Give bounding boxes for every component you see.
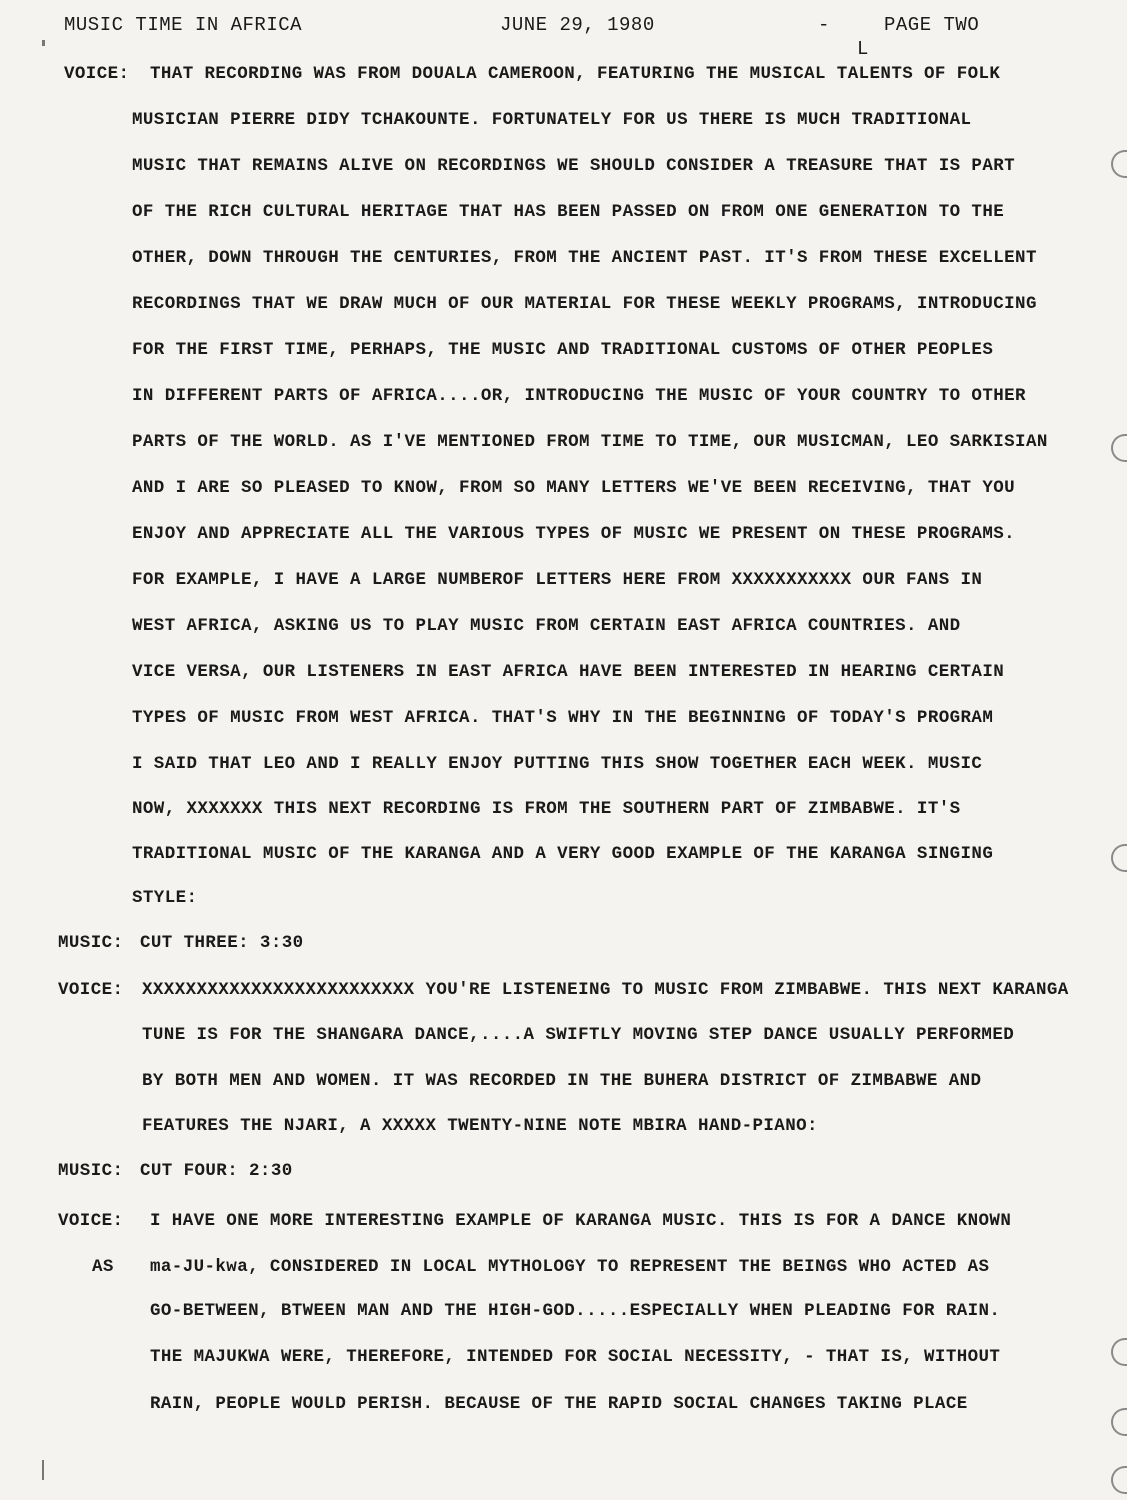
binder-hole: [1111, 1466, 1127, 1494]
music-cue: CUT FOUR: 2:30: [140, 1161, 293, 1181]
script-line: TYPES OF MUSIC FROM WEST AFRICA. THAT'S WHY IN THE BEGINNING OF TODAY'S PROGRAM: [132, 708, 994, 728]
binder-hole: [1111, 844, 1127, 872]
script-line: I SAID THAT LEO AND I REALLY ENJOY PUTTING THIS SHOW TOGETHER EACH WEEK. MUSIC: [132, 754, 983, 774]
page-number: PAGE TWO: [884, 14, 980, 36]
script-line: PARTS OF THE WORLD. AS I'VE MENTIONED FROM TIME TO TIME, OUR MUSICMAN, LEO SARKISIAN: [132, 432, 1048, 452]
margin-aside: AS: [92, 1257, 114, 1277]
margin-speck: [42, 1460, 44, 1480]
script-line: WEST AFRICA, ASKING US TO PLAY MUSIC FROM CERTAIN EAST AFRICA COUNTRIES. AND: [132, 616, 961, 636]
program-title: MUSIC TIME IN AFRICA: [64, 14, 303, 36]
binder-hole: [1111, 1408, 1127, 1436]
script-line: RAIN, PEOPLE WOULD PERISH. BECAUSE OF THE RAPID SOCIAL CHANGES TAKING PLACE: [150, 1394, 968, 1414]
script-line: THE MAJUKWA WERE, THEREFORE, INTENDED FOR SOCIAL NECESSITY, - THAT IS, WITHOUT: [150, 1347, 1001, 1367]
script-line: OTHER, DOWN THROUGH THE CENTURIES, FROM THE ANCIENT PAST. IT'S FROM THESE EXCELLENT: [132, 248, 1037, 268]
script-line: TUNE IS FOR THE SHANGARA DANCE,....A SWIFTLY MOVING STEP DANCE USUALLY PERFORMED: [142, 1025, 1015, 1045]
script-line: RECORDINGS THAT WE DRAW MUCH OF OUR MATERIAL FOR THESE WEEKLY PROGRAMS, INTRODUCING: [132, 294, 1037, 314]
binder-hole: [1111, 434, 1127, 462]
script-line: NOW, XXXXXXX THIS NEXT RECORDING IS FROM THE SOUTHERN PART OF ZIMBABWE. IT'S: [132, 799, 961, 819]
speaker-label-voice: VOICE:: [58, 980, 124, 1000]
script-line: MUSICIAN PIERRE DIDY TCHAKOUNTE. FORTUNATELY FOR US THERE IS MUCH TRADITIONAL: [132, 110, 972, 130]
script-line: BY BOTH MEN AND WOMEN. IT WAS RECORDED IN THE BUHERA DISTRICT OF ZIMBABWE AND: [142, 1071, 982, 1091]
script-line: STYLE:: [132, 888, 198, 908]
speaker-label-voice: VOICE:: [64, 64, 130, 84]
script-line: IN DIFFERENT PARTS OF AFRICA....OR, INTRODUCING THE MUSIC OF YOUR COUNTRY TO OTHER: [132, 386, 1026, 406]
binder-hole: [1111, 150, 1127, 178]
script-line: MUSIC THAT REMAINS ALIVE ON RECORDINGS WE SHOULD CONSIDER A TREASURE THAT IS PART: [132, 156, 1016, 176]
script-line: OF THE RICH CULTURAL HERITAGE THAT HAS BEEN PASSED ON FROM ONE GENERATION TO THE: [132, 202, 1005, 222]
speaker-label-music: MUSIC:: [58, 1161, 124, 1181]
script-line: THAT RECORDING WAS FROM DOUALA CAMEROON, FEATURING THE MUSICAL TALENTS OF FOLK: [150, 64, 1001, 84]
margin-speck: [42, 40, 45, 46]
script-line: GO-BETWEEN, BTWEEN MAN AND THE HIGH-GOD.....ESPECIALLY WHEN PLEADING FOR RAIN.: [150, 1301, 1001, 1321]
script-line: VICE VERSA, OUR LISTENERS IN EAST AFRICA HAVE BEEN INTERESTED IN HEARING CERTAIN: [132, 662, 1005, 682]
script-line: ENJOY AND APPRECIATE ALL THE VARIOUS TYPES OF MUSIC WE PRESENT ON THESE PROGRAMS.: [132, 524, 1016, 544]
handwritten-mark: L: [857, 38, 869, 60]
header-dash: -: [818, 14, 830, 36]
script-line: TRADITIONAL MUSIC OF THE KARANGA AND A VERY GOOD EXAMPLE OF THE KARANGA SINGING: [132, 844, 994, 864]
date: JUNE 29, 1980: [500, 14, 655, 36]
script-line: XXXXXXXXXXXXXXXXXXXXXXXXX YOU'RE LISTENEING TO MUSIC FROM ZIMBABWE. THIS NEXT KARANGA: [142, 980, 1069, 1000]
script-line: FOR THE FIRST TIME, PERHAPS, THE MUSIC AND TRADITIONAL CUSTOMS OF OTHER PEOPLES: [132, 340, 994, 360]
binder-hole: [1111, 1338, 1127, 1366]
script-line: ma-JU-kwa, CONSIDERED IN LOCAL MYTHOLOGY TO REPRESENT THE BEINGS WHO ACTED AS: [150, 1257, 990, 1277]
music-cue: CUT THREE: 3:30: [140, 933, 304, 953]
script-line: I HAVE ONE MORE INTERESTING EXAMPLE OF KARANGA MUSIC. THIS IS FOR A DANCE KNOWN: [150, 1211, 1012, 1231]
script-line: FOR EXAMPLE, I HAVE A LARGE NUMBEROF LETTERS HERE FROM XXXXXXXXXXX OUR FANS IN: [132, 570, 983, 590]
script-line: AND I ARE SO PLEASED TO KNOW, FROM SO MANY LETTERS WE'VE BEEN RECEIVING, THAT YOU: [132, 478, 1016, 498]
speaker-label-voice: VOICE:: [58, 1211, 124, 1231]
script-line: FEATURES THE NJARI, A XXXXX TWENTY-NINE NOTE MBIRA HAND-PIANO:: [142, 1116, 818, 1136]
speaker-label-music: MUSIC:: [58, 933, 124, 953]
